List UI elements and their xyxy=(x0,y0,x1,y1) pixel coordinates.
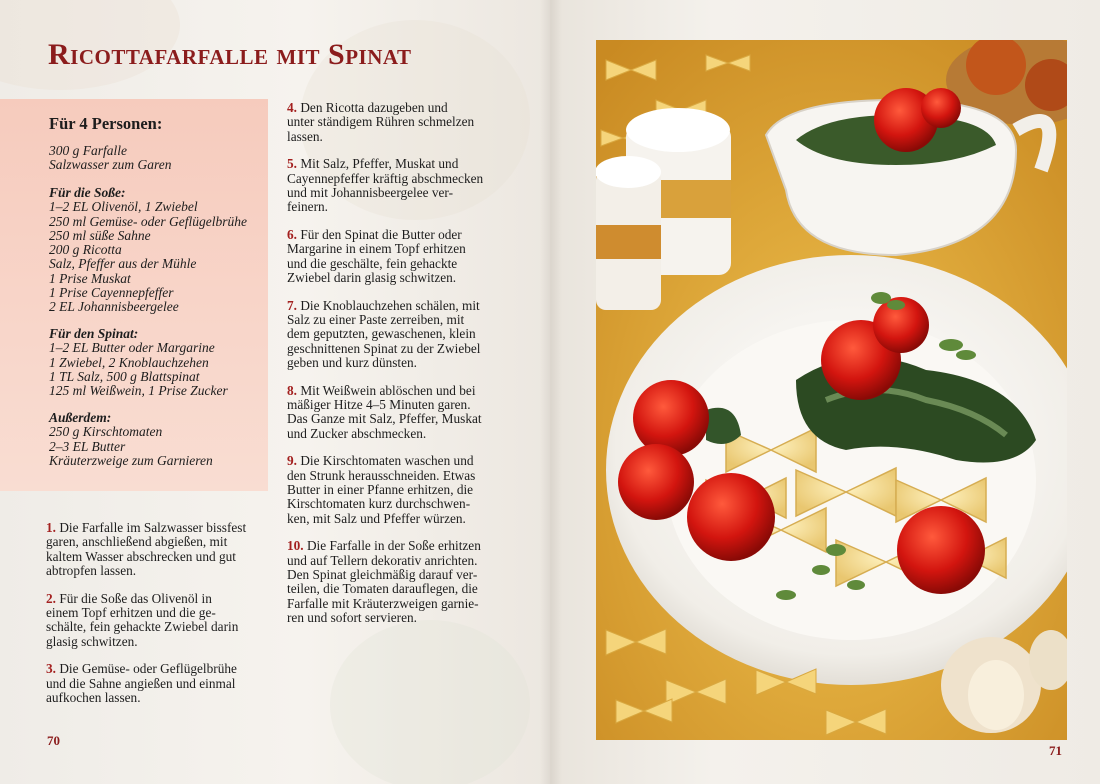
step-text: mäßiger Hitze 4–5 Minuten garen. xyxy=(287,397,471,413)
step-text: Mit Salz, Pfeffer, Muskat und xyxy=(300,156,459,172)
instruction-step xyxy=(287,384,512,441)
cherry-tomato xyxy=(618,444,694,520)
ingredient-group-heading: Außerdem: xyxy=(49,410,112,425)
instruction-step xyxy=(287,454,512,525)
step-text: geben und kurz dünsten. xyxy=(287,354,417,370)
cherry-tomato xyxy=(633,380,709,456)
step-number: 10. xyxy=(287,538,304,554)
step-number: 2. xyxy=(46,590,56,606)
ingredient-line: 1 TL Salz, 500 g Blattspinat xyxy=(49,368,200,384)
step-number: 1. xyxy=(46,520,56,535)
step-text: ren und sofort servieren. xyxy=(287,609,417,625)
step-text: Für die Soße das Olivenöl in xyxy=(59,590,212,606)
ingredient-line: 250 ml Gemüse- oder Geflügelbrühe xyxy=(49,213,247,229)
step-text: unter ständigem Rühren schmelzen xyxy=(287,114,475,130)
ingredient-line: 300 g Farfalle xyxy=(49,143,127,158)
ingredient-line: Salzwasser zum Garen xyxy=(49,157,172,173)
step-number: 9. xyxy=(287,453,297,469)
ingredient-group-heading: Für den Spinat: xyxy=(49,326,139,341)
instruction-step xyxy=(46,662,271,705)
ingredient-line: 1–2 EL Olivenöl, 1 Zwiebel xyxy=(49,199,198,215)
ingredient-line: 1–2 EL Butter oder Margarine xyxy=(49,340,215,356)
step-text: abtropfen lassen. xyxy=(46,562,137,578)
ingredient-group-spinach xyxy=(49,327,228,398)
ingredient-group-heading: Für die Soße: xyxy=(49,185,126,200)
book-gutter xyxy=(540,0,562,784)
step-text: Den Ricotta dazugeben und xyxy=(300,100,448,115)
step-text: geschnittenen Spinat zu der Zwiebel xyxy=(287,340,481,356)
servings-label: Für 4 Personen: xyxy=(49,114,163,133)
step-number: 3. xyxy=(46,661,56,677)
instruction-step xyxy=(287,299,512,370)
instruction-step xyxy=(46,592,271,649)
cherry-tomato xyxy=(897,506,985,594)
step-text: garen, anschließend abgießen, mit xyxy=(46,534,228,550)
step-text: feinern. xyxy=(287,199,328,215)
step-text: kaltem Wasser abschrecken und gut xyxy=(46,548,236,564)
instruction-step xyxy=(46,521,271,578)
step-text: Für den Spinat die Butter oder xyxy=(300,227,462,243)
step-text: lassen. xyxy=(287,128,323,144)
ingredient-line: 1 Prise Muskat xyxy=(49,270,131,286)
step-text: einem Topf erhitzen und die ge- xyxy=(46,604,216,620)
ingredient-line: 2 EL Johannisbeergelee xyxy=(49,299,179,315)
step-number: 8. xyxy=(287,382,297,398)
instruction-step xyxy=(287,539,512,625)
ingredient-line: 200 g Ricotta xyxy=(49,242,122,258)
step-text: und Zucker abschmecken. xyxy=(287,425,427,441)
pepper-shaker xyxy=(596,156,661,310)
step-text: Mit Weißwein ablöschen und bei xyxy=(300,382,476,398)
ingredient-line: Kräuterzweige zum Garnieren xyxy=(49,452,213,468)
step-text: ken, mit Salz und Pfeffer würzen. xyxy=(287,510,466,526)
ingredient-line: 125 ml Weißwein, 1 Prise Zucker xyxy=(49,383,228,399)
instruction-steps-left xyxy=(46,521,271,719)
ingredient-group-extra xyxy=(49,411,213,468)
step-text: Butter in einer Pfanne erhitzen, die xyxy=(287,482,474,498)
step-text: Den Spinat gleichmäßig darauf ver- xyxy=(287,567,478,583)
step-text: dem geputzten, gewaschenen, klein xyxy=(287,326,476,342)
step-text: Das Ganze mit Salz, Pfeffer, Muskat xyxy=(287,411,482,427)
step-number: 5. xyxy=(287,156,297,172)
ingredient-line: Salz, Pfeffer aus der Mühle xyxy=(49,256,197,272)
ingredient-group-sauce xyxy=(49,186,247,315)
step-text: Cayennepfeffer kräftig abschmecken xyxy=(287,170,484,186)
ingredient-line: 1 Zwiebel, 2 Knoblauchzehen xyxy=(49,354,209,370)
step-text: und die Sahne angießen und einmal xyxy=(46,675,236,691)
instruction-step xyxy=(287,157,512,214)
step-number: 6. xyxy=(287,227,297,243)
instruction-step xyxy=(287,228,512,285)
step-text: Die Farfalle im Salzwasser bissfest xyxy=(59,520,247,535)
step-text: und auf Tellern dekorativ anrichten. xyxy=(287,552,478,568)
step-text: schälte, fein gehackte Zwiebel darin xyxy=(46,619,239,635)
instruction-steps-right xyxy=(287,101,512,639)
step-text: Margarine in einem Topf erhitzen xyxy=(287,241,466,257)
page-number-left: 70 xyxy=(47,733,60,748)
step-text: glasig schwitzen. xyxy=(46,633,138,649)
ingredient-line: 250 ml süße Sahne xyxy=(49,227,151,243)
ingredient-line: 250 g Kirschtomaten xyxy=(49,424,163,440)
step-text: und die geschälte, fein gehackte xyxy=(287,255,458,271)
step-number: 7. xyxy=(287,297,297,313)
instruction-step xyxy=(287,101,512,144)
page-number-right: 71 xyxy=(1049,743,1062,758)
background-decoration xyxy=(330,620,530,784)
ingredient-group-base xyxy=(49,144,172,173)
food-photo-illustration xyxy=(596,40,1067,740)
step-text: Die Knoblauchzehen schälen, mit xyxy=(300,297,480,313)
step-text: Farfalle mit Kräuterzweigen garnie- xyxy=(287,595,479,611)
ingredient-line: 1 Prise Cayennepfeffer xyxy=(49,285,174,301)
step-text: Kirschtomaten kurz durchschwen- xyxy=(287,496,471,512)
step-text: Die Kirschtomaten waschen und xyxy=(300,453,474,469)
step-text: den Strunk herausschneiden. Etwas xyxy=(287,467,476,483)
step-number: 4. xyxy=(287,100,297,115)
step-text: Zwiebel darin glasig schwitzen. xyxy=(287,269,457,285)
food-photo xyxy=(596,40,1067,740)
recipe-title: Ricottafarfalle mit Spinat xyxy=(48,38,412,71)
step-text: Die Gemüse- oder Geflügelbrühe xyxy=(59,661,237,677)
step-text: teilen, die Tomaten darauflegen, die xyxy=(287,581,478,597)
ingredient-line: 2–3 EL Butter xyxy=(49,438,126,454)
step-text: Die Farfalle in der Soße erhitzen xyxy=(306,538,481,554)
step-text: Salz zu einer Paste zerreiben, mit xyxy=(287,312,465,328)
step-text: und mit Johannisbeergelee ver- xyxy=(287,184,454,200)
cherry-tomato xyxy=(687,473,775,561)
step-text: aufkochen lassen. xyxy=(46,689,141,705)
